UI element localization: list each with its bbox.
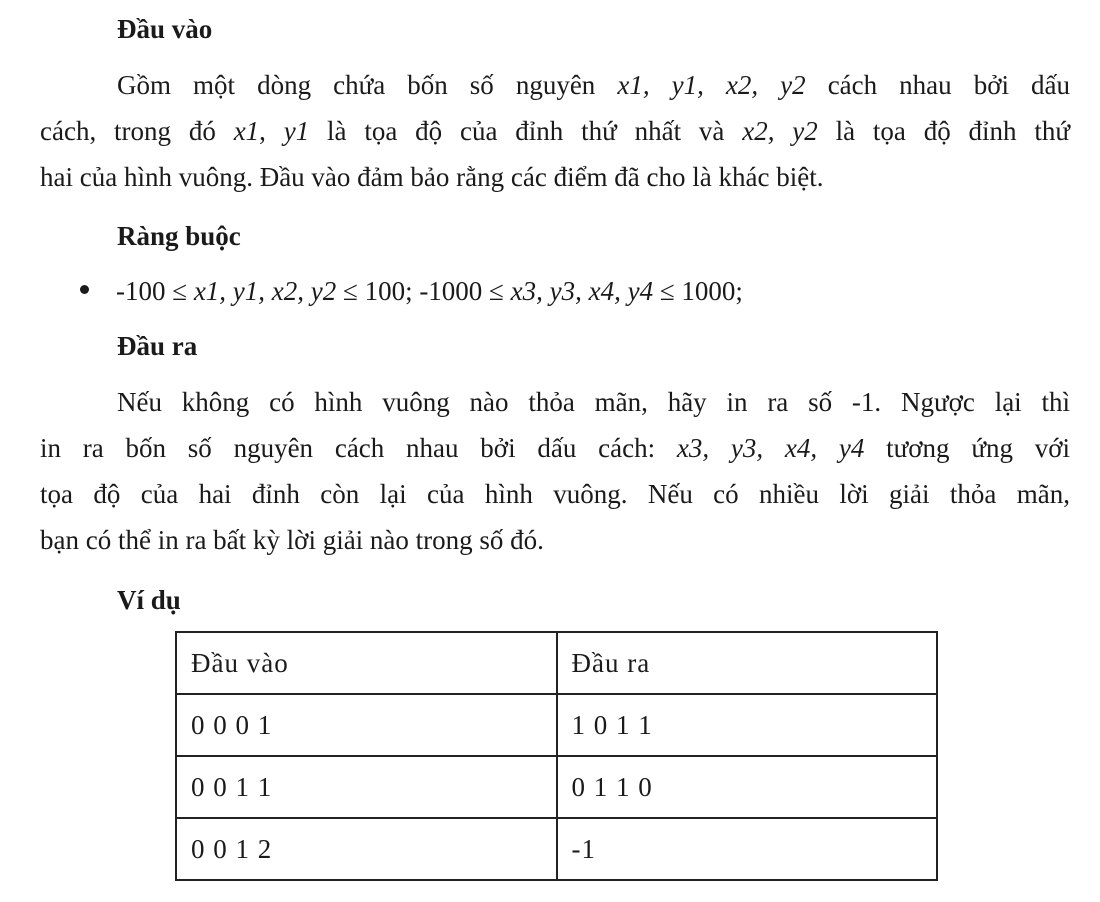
text-line: hai của hình vuông. Đầu vào đảm bảo rằng các điểm đã cho là khác biệt. xyxy=(40,162,824,192)
italic-variable: x2, y2 xyxy=(742,116,818,146)
example-table xyxy=(175,631,938,881)
output-heading: Đầu ra xyxy=(117,331,198,361)
table-row xyxy=(176,818,937,880)
table-header-row xyxy=(176,632,937,694)
text-line: cách, trong đó x1, y1 là tọa độ của đỉnh thứ nhất và x2, y2 là tọa độ đỉnh thứ xyxy=(40,116,1071,146)
table-cell-output: -1 xyxy=(557,818,938,880)
table-row xyxy=(176,756,937,818)
text-line: Gồm một dòng chứa bốn số nguyên x1, y1, x2, y2 cách nhau bởi dấu xyxy=(117,70,1070,100)
table-cell-input: 0 0 1 2 xyxy=(176,818,557,880)
constraints-bullet xyxy=(80,271,743,311)
table-row xyxy=(176,694,937,756)
italic-variable: x1, y1, x2, y2 xyxy=(617,70,806,100)
table-cell-input: 0 0 1 1 xyxy=(176,756,557,818)
text-line: tọa độ của hai đỉnh còn lại của hình vuông. Nếu có nhiều lời giải thỏa mãn, xyxy=(40,479,1070,509)
table-cell-output: 1 0 1 1 xyxy=(557,694,938,756)
table-header-output: Đầu ra xyxy=(557,632,938,694)
italic-variable: x1 xyxy=(233,116,260,146)
text-line: bạn có thể in ra bất kỳ lời giải nào trong số đó. xyxy=(40,525,544,555)
input-paragraph xyxy=(40,62,1070,200)
constraints-heading: Ràng buộc xyxy=(117,221,241,251)
example-heading: Ví dụ xyxy=(117,585,181,615)
input-heading: Đầu vào xyxy=(117,14,213,44)
constraints-text: -100 ≤ x1, y1, x2, y2 ≤ 100; -1000 ≤ x3, y3, x4, y4 ≤ 1000; xyxy=(116,276,743,306)
output-paragraph xyxy=(40,379,1070,563)
italic-variable: y1 xyxy=(283,116,310,146)
text-line: Nếu không có hình vuông nào thỏa mãn, hãy in ra số -1. Ngược lại thì xyxy=(117,387,1070,417)
italic-variable: x3, y3, x4, y4 xyxy=(676,433,865,463)
bullet-icon xyxy=(80,285,89,294)
table-header-input: Đầu vào xyxy=(176,632,557,694)
table-cell-output: 0 1 1 0 xyxy=(557,756,938,818)
table-cell-input: 0 0 0 1 xyxy=(176,694,557,756)
italic-variable: x3, y3, x4, y4 xyxy=(510,276,654,306)
italic-variable: x1, y1, x2, y2 xyxy=(193,276,337,306)
text-line: in ra bốn số nguyên cách nhau bởi dấu cách: x3, y3, x4, y4 tương ứng với xyxy=(40,433,1071,463)
